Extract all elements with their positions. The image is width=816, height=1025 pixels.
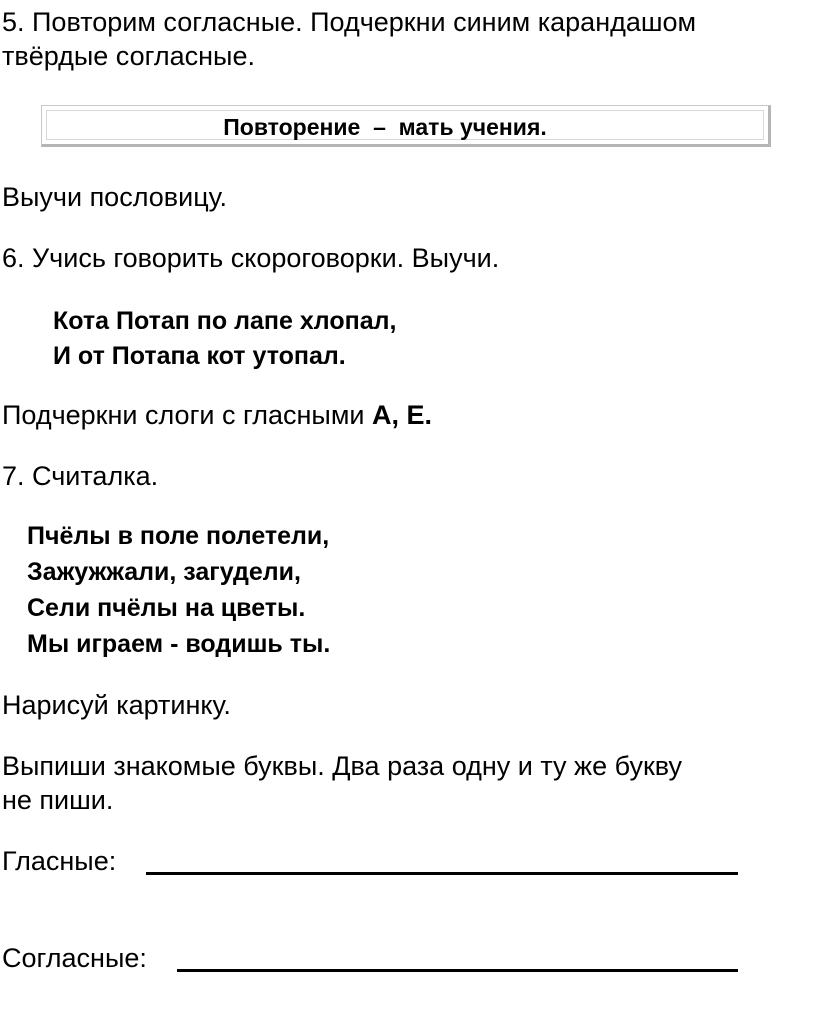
counting-rhyme-line-3: Сели пчёлы на цветы. — [27, 594, 306, 622]
counting-rhyme-line-2: Зажужжали, загудели, — [27, 558, 301, 586]
underline-syllables-instruction — [2, 399, 432, 431]
write-letters-line2: не пиши. — [2, 785, 114, 815]
proverb-text: Повторение – мать учения. — [223, 114, 547, 140]
vowels-label: Гласные: — [2, 846, 117, 876]
learn-proverb-instruction: Выучи пословицу. — [2, 182, 227, 212]
vowels-answer-line[interactable] — [146, 872, 738, 875]
consonants-label: Согласные: — [2, 943, 147, 973]
underline-syllables-text: Подчеркни слоги с гласными — [2, 400, 372, 430]
draw-picture-instruction: Нарисуй картинку. — [2, 690, 231, 720]
tongue-twister-line-2: И от Потапа кот утопал. — [53, 342, 346, 370]
task6-heading: 6. Учись говорить скороговорки. Выучи. — [2, 243, 500, 273]
task5-line2: твёрдые согласные. — [2, 41, 255, 71]
consonants-answer-line[interactable] — [177, 969, 738, 972]
underline-syllables-letters: А, Е. — [371, 400, 432, 430]
write-letters-line1: Выпиши знакомые буквы. Два раза одну и ту же букву — [2, 751, 683, 781]
proverb-box — [41, 105, 771, 147]
counting-rhyme-line-1: Пчёлы в поле полетели, — [27, 522, 330, 550]
tongue-twister-line-1: Кота Потап по лапе хлопал, — [53, 307, 397, 335]
counting-rhyme-line-4: Мы играем - водишь ты. — [27, 630, 331, 658]
task5-line1: 5. Повторим согласные. Подчеркни синим карандашом — [2, 7, 697, 37]
task7-heading: 7. Считалка. — [2, 461, 159, 491]
